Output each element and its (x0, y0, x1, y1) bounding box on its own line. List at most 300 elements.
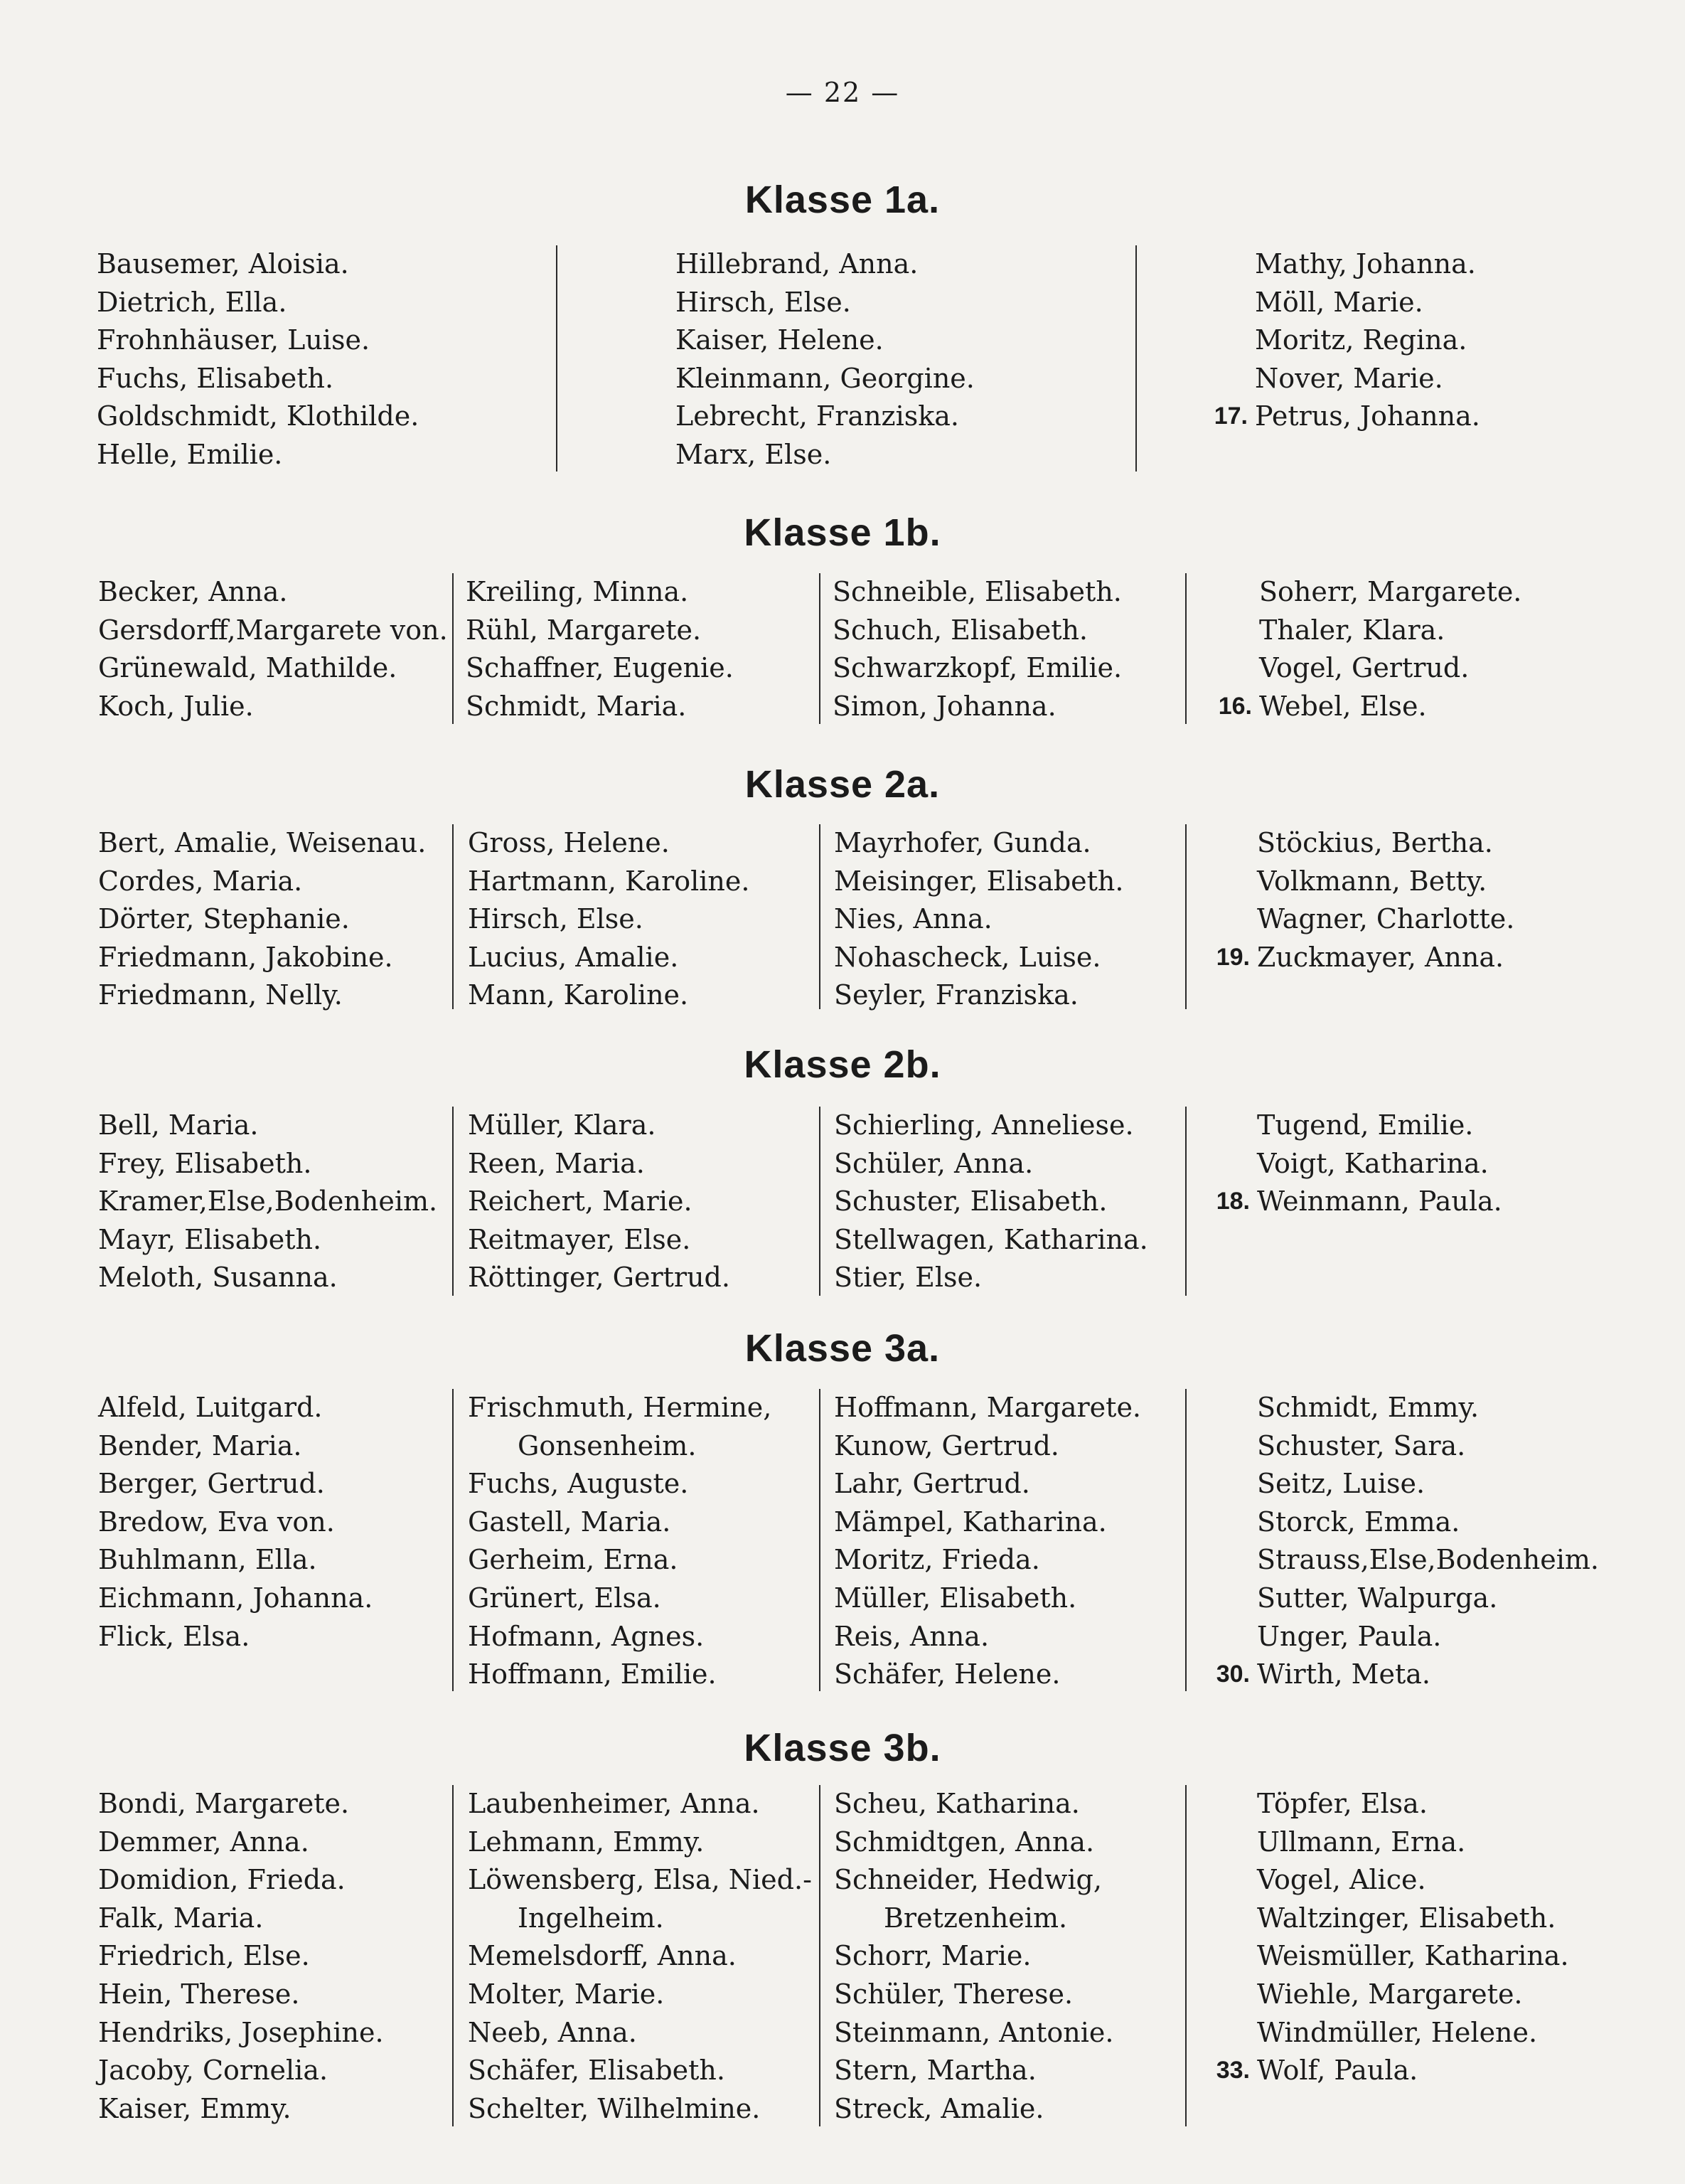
class-total-count: 30. (1216, 1661, 1250, 1688)
student-entry (98, 2052, 384, 2090)
student-name: Meloth, Susanna. (98, 1262, 338, 1294)
student-entry (834, 1823, 1113, 1862)
student-entry (834, 1259, 1148, 1297)
class-total-count: 18. (1216, 1188, 1250, 1215)
student-entry (1255, 284, 1480, 322)
student-entry (1257, 900, 1514, 939)
student-name: Wirth, Meta. (1257, 1658, 1431, 1690)
student-entry (468, 1656, 771, 1694)
student-name: Storck, Emma. (1257, 1506, 1460, 1538)
student-name: Friedmann, Nelly. (98, 979, 343, 1011)
name-column (98, 824, 426, 1015)
student-name: Laubenheimer, Anna. (468, 1788, 760, 1819)
student-name: Frischmuth, Hermine, (468, 1392, 772, 1423)
student-name: Ullmann, Erna. (1257, 1826, 1466, 1858)
student-entry (1259, 612, 1521, 650)
column-divider (452, 824, 454, 1009)
student-name: Bender, Maria. (98, 1429, 302, 1461)
student-entry (468, 1541, 771, 1580)
student-name: Demmer, Anna. (98, 1826, 309, 1858)
student-name: Molter, Marie. (468, 1978, 665, 2010)
student-name: Friedmann, Jakobine. (98, 941, 393, 973)
student-name: Hofmann, Agnes. (468, 1620, 705, 1652)
student-name: Eichmann, Johanna. (98, 1582, 373, 1614)
student-name: Schuster, Elisabeth. (834, 1186, 1108, 1218)
student-name: Cordes, Maria. (98, 865, 303, 897)
student-entry (98, 2014, 384, 2052)
name-column (1216, 1107, 1502, 1221)
student-name: Goldschmidt, Klothilde. (97, 400, 419, 432)
student-name: Gerheim, Erna. (468, 1544, 678, 1576)
student-entry (98, 1900, 384, 1938)
student-entry (1257, 1389, 1599, 1427)
student-entry (468, 1580, 771, 1618)
student-name: Flick, Elsa. (98, 1620, 250, 1652)
student-name: Petrus, Johanna. (1255, 400, 1480, 432)
student-entry (98, 1580, 373, 1618)
student-name: Wolf, Paula. (1257, 2055, 1418, 2087)
student-name: Hirsch, Else. (675, 286, 851, 318)
student-name: Schneible, Elisabeth. (833, 576, 1122, 607)
student-entry (468, 1785, 812, 1823)
student-entry (834, 1183, 1148, 1221)
student-entry (675, 321, 975, 360)
student-name: Schwarzkopf, Emilie. (833, 652, 1123, 684)
student-name: Vogel, Alice. (1257, 1864, 1426, 1896)
student-entry (98, 1427, 373, 1466)
student-entry (1255, 321, 1480, 360)
column-divider (819, 1389, 820, 1691)
student-entry (675, 360, 975, 398)
student-name: Scheu, Katharina. (834, 1788, 1080, 1819)
student-entry (468, 1259, 730, 1297)
student-name: Schaffner, Eugenie. (466, 652, 734, 684)
student-name: Hein, Therese. (98, 1978, 300, 2010)
student-entry (468, 976, 749, 1015)
student-name: Lahr, Gertrud. (834, 1468, 1030, 1500)
student-entry (834, 2052, 1113, 2090)
student-name: Kreiling, Minna. (466, 576, 689, 607)
student-entry (834, 1389, 1141, 1427)
student-name: Lucius, Amalie. (468, 941, 679, 973)
student-entry (1257, 1785, 1569, 1823)
student-entry (834, 900, 1123, 939)
student-entry (468, 2052, 812, 2090)
student-entry (1257, 1823, 1569, 1862)
name-column (834, 1107, 1148, 1297)
student-name: Hendriks, Josephine. (98, 2016, 384, 2048)
student-entry (468, 2090, 812, 2129)
student-name: Becker, Anna. (98, 576, 288, 607)
student-name: Müller, Klara. (468, 1109, 656, 1141)
class-heading: Klasse 1a. (744, 179, 941, 221)
student-entry (468, 1465, 771, 1503)
student-name: Friedrich, Else. (98, 1940, 310, 1972)
student-entry (98, 1937, 384, 1976)
student-entry (834, 1427, 1141, 1466)
student-entry (98, 1541, 373, 1580)
student-name: Dörter, Stephanie. (98, 903, 350, 935)
student-name: Möll, Marie. (1255, 286, 1423, 318)
student-name: Ingelheim. (518, 1902, 664, 1934)
student-name: Bell, Maria. (98, 1109, 259, 1141)
student-entry (1257, 1541, 1599, 1580)
student-entry (98, 2090, 384, 2129)
student-name: Streck, Amalie. (834, 2092, 1044, 2124)
student-name: Reis, Anna. (834, 1620, 990, 1652)
column-divider (1185, 1389, 1187, 1691)
student-name: Lehmann, Emmy. (468, 1826, 705, 1858)
student-entry (97, 284, 419, 322)
student-name: Berger, Gertrud. (98, 1468, 325, 1500)
student-name: Müller, Elisabeth. (834, 1582, 1077, 1614)
name-column (675, 245, 975, 474)
student-entry (1257, 1427, 1599, 1466)
student-entry (1259, 649, 1521, 688)
name-column (468, 1389, 771, 1694)
student-name: Moritz, Regina. (1255, 324, 1467, 356)
student-entry (97, 245, 419, 284)
student-name: Stier, Else. (834, 1262, 983, 1294)
student-entry (468, 1861, 812, 1900)
student-name: Frohnhäuser, Luise. (97, 324, 370, 356)
student-entry (1216, 2052, 1569, 2090)
student-entry (98, 863, 426, 901)
student-name: Reen, Maria. (468, 1147, 645, 1179)
student-entry (1216, 1183, 1502, 1221)
student-entry (97, 360, 419, 398)
student-entry (98, 1823, 384, 1862)
column-divider (1185, 824, 1187, 1009)
student-entry (98, 1221, 437, 1259)
student-entry (468, 939, 749, 977)
student-entry (97, 398, 419, 436)
student-entry (97, 321, 419, 360)
student-name: Seitz, Luise. (1257, 1468, 1425, 1500)
student-name: Stellwagen, Katharina. (834, 1223, 1148, 1255)
student-name: Schierling, Anneliese. (834, 1109, 1134, 1141)
student-entry (1257, 1618, 1599, 1656)
student-name: Mathy, Johanna. (1255, 248, 1476, 279)
column-divider (1185, 573, 1187, 724)
name-column (466, 573, 734, 725)
student-entry (98, 976, 426, 1015)
student-name: Schneider, Hedwig, (834, 1864, 1102, 1896)
class-total-count: 19. (1216, 943, 1250, 971)
student-name: Waltzinger, Elisabeth. (1257, 1902, 1556, 1934)
student-entry (1257, 2014, 1569, 2052)
class-total-count: 33. (1216, 2057, 1250, 2084)
student-name: Mayr, Elisabeth. (98, 1223, 322, 1255)
student-name: Nohascheck, Luise. (834, 941, 1101, 973)
student-entry (98, 1503, 373, 1542)
student-entry (1257, 1861, 1569, 1900)
student-name: Kunow, Gertrud. (834, 1429, 1059, 1461)
column-divider (1135, 245, 1137, 472)
student-entry (834, 1785, 1113, 1823)
student-name: Memelsdorff, Anna. (468, 1940, 737, 1972)
name-column (1216, 1785, 1569, 2090)
student-name: Kaiser, Helene. (675, 324, 884, 356)
student-entry (466, 649, 734, 688)
student-entry (468, 1107, 730, 1145)
student-entry (833, 649, 1122, 688)
column-divider (819, 1107, 820, 1296)
name-column (834, 1785, 1113, 2128)
student-name: Webel, Else. (1259, 690, 1427, 722)
student-name: Bert, Amalie, Weisenau. (98, 827, 427, 858)
student-entry (98, 1465, 373, 1503)
student-name: Helle, Emilie. (97, 438, 283, 470)
student-entry (98, 649, 448, 688)
student-name: Gersdorff,Margarete von. (98, 614, 448, 646)
student-entry (98, 1618, 373, 1656)
student-entry (1216, 1656, 1599, 1694)
student-name: Nover, Marie. (1255, 362, 1443, 394)
student-name: Schäfer, Helene. (834, 1658, 1061, 1690)
student-name: Hartmann, Karoline. (468, 865, 750, 897)
student-entry (98, 1183, 437, 1221)
student-name: Falk, Maria. (98, 1902, 264, 1934)
student-name: Mann, Karoline. (468, 979, 689, 1011)
name-column (834, 1389, 1141, 1694)
student-entry (834, 1221, 1148, 1259)
student-entry (98, 573, 448, 612)
student-name: Fuchs, Auguste. (468, 1468, 689, 1500)
column-divider (819, 1785, 820, 2126)
student-entry (98, 939, 426, 977)
student-name: Windmüller, Helene. (1257, 2016, 1538, 2048)
student-entry (675, 284, 975, 322)
student-name: Schuch, Elisabeth. (833, 614, 1088, 646)
student-entry (1257, 1900, 1569, 1938)
student-name: Schmidtgen, Anna. (834, 1826, 1095, 1858)
student-name: Reitmayer, Else. (468, 1223, 691, 1255)
student-name: Neeb, Anna. (468, 2016, 637, 2048)
student-name: Reichert, Marie. (468, 1186, 692, 1218)
student-name: Stern, Martha. (834, 2055, 1037, 2087)
student-entry (468, 2014, 812, 2052)
student-name: Vogel, Gertrud. (1259, 652, 1470, 684)
student-name: Bausemer, Aloisia. (97, 248, 349, 279)
student-name: Weinmann, Paula. (1257, 1186, 1502, 1218)
name-column (1216, 824, 1515, 976)
student-entry (468, 824, 749, 863)
student-entry (1257, 1107, 1502, 1145)
student-entry (1257, 1580, 1599, 1618)
student-entry (98, 1107, 437, 1145)
student-entry (834, 1580, 1141, 1618)
student-entry (834, 1465, 1141, 1503)
student-name: Domidion, Frieda. (98, 1864, 346, 1896)
class-total-count: 17. (1214, 403, 1248, 430)
student-name: Dietrich, Ella. (97, 286, 287, 318)
student-name: Schmidt, Maria. (466, 690, 687, 722)
student-entry (834, 1145, 1148, 1183)
student-entry (98, 1976, 384, 2014)
column-divider (556, 245, 557, 472)
student-name: Bredow, Eva von. (98, 1506, 335, 1538)
student-entry-continuation (468, 1900, 812, 1938)
student-name: Steinmann, Antonie. (834, 2016, 1114, 2048)
class-heading: Klasse 2a. (744, 763, 941, 806)
name-column (834, 824, 1123, 1015)
student-name: Rühl, Margarete. (466, 614, 702, 646)
student-entry (98, 1259, 437, 1297)
name-column (1214, 245, 1480, 436)
student-entry (1259, 573, 1521, 612)
student-entry (1257, 824, 1514, 863)
student-name: Grünewald, Mathilde. (98, 652, 397, 684)
student-entry (98, 688, 448, 726)
student-entry (675, 436, 975, 474)
student-entry (833, 573, 1122, 612)
class-heading: Klasse 3a. (744, 1327, 941, 1370)
name-column (98, 1785, 384, 2128)
student-name: Unger, Paula. (1257, 1620, 1442, 1652)
student-name: Grünert, Elsa. (468, 1582, 661, 1614)
student-entry (98, 900, 426, 939)
student-name: Mämpel, Katharina. (834, 1506, 1107, 1538)
student-name: Jacoby, Cornelia. (98, 2055, 328, 2087)
student-name: Moritz, Frieda. (834, 1544, 1040, 1576)
student-name: Meisinger, Elisabeth. (834, 865, 1124, 897)
student-entry (834, 976, 1123, 1015)
student-name: Röttinger, Gertrud. (468, 1262, 730, 1294)
student-name: Schüler, Anna. (834, 1147, 1034, 1179)
student-entry (98, 1145, 437, 1183)
student-entry (98, 1389, 373, 1427)
column-divider (819, 573, 820, 724)
student-name: Schorr, Marie. (834, 1940, 1032, 1972)
name-column (468, 824, 749, 1015)
student-name: Volkmann, Betty. (1257, 865, 1487, 897)
student-name: Löwensberg, Elsa, Nied.- (468, 1864, 812, 1896)
student-entry (468, 1976, 812, 2014)
student-name: Schmidt, Emmy. (1257, 1392, 1480, 1423)
student-name: Gross, Helene. (468, 827, 670, 858)
name-column (468, 1785, 812, 2128)
name-column (97, 245, 419, 474)
student-entry (468, 1503, 771, 1542)
student-entry (1218, 688, 1521, 726)
column-divider (819, 824, 820, 1009)
name-column (468, 1107, 730, 1297)
name-column (98, 573, 448, 725)
student-entry (834, 1976, 1113, 2014)
student-name: Strauss,Else,Bodenheim. (1257, 1544, 1599, 1576)
class-heading: Klasse 2b. (744, 1043, 941, 1086)
student-entry (468, 1823, 812, 1862)
student-name: Weismüller, Katharina. (1257, 1940, 1569, 1972)
student-name: Hirsch, Else. (468, 903, 643, 935)
student-entry (1257, 1937, 1569, 1976)
student-entry (834, 863, 1123, 901)
student-name: Stöckius, Bertha. (1257, 827, 1493, 858)
student-entry (675, 398, 975, 436)
student-entry (834, 1656, 1141, 1694)
name-column (833, 573, 1122, 725)
student-entry (1216, 939, 1514, 977)
student-entry (98, 1785, 384, 1823)
column-divider (452, 1785, 454, 2126)
student-name: Koch, Julie. (98, 690, 254, 722)
student-name: Bondi, Margarete. (98, 1788, 350, 1819)
student-entry (1257, 1465, 1599, 1503)
class-heading: Klasse 3b. (744, 1727, 941, 1769)
class-total-count: 16. (1218, 692, 1252, 720)
student-name: Thaler, Klara. (1259, 614, 1445, 646)
student-entry (98, 1861, 384, 1900)
column-divider (1185, 1107, 1187, 1296)
student-name: Hoffmann, Margarete. (834, 1392, 1142, 1423)
student-entry (98, 612, 448, 650)
name-column (98, 1107, 437, 1297)
student-entry-continuation (468, 1427, 771, 1466)
student-entry (1255, 360, 1480, 398)
student-name: Seyler, Franziska. (834, 979, 1079, 1011)
student-entry (1257, 1503, 1599, 1542)
student-entry (833, 688, 1122, 726)
student-entry-continuation (834, 1900, 1113, 1938)
student-entry (468, 1183, 730, 1221)
student-entry (834, 1503, 1141, 1542)
name-column (1218, 573, 1522, 725)
student-entry (466, 573, 734, 612)
student-name: Bretzenheim. (884, 1902, 1068, 1934)
student-name: Kramer,Else,Bodenheim. (98, 1186, 438, 1218)
student-name: Schäfer, Elisabeth. (468, 2055, 725, 2087)
student-name: Gonsenheim. (518, 1429, 697, 1461)
student-name: Marx, Else. (675, 438, 832, 470)
student-entry (834, 1541, 1141, 1580)
name-column (98, 1389, 373, 1656)
student-entry (98, 824, 426, 863)
student-name: Alfeld, Luitgard. (98, 1392, 323, 1423)
student-name: Soherr, Margarete. (1259, 576, 1522, 607)
student-name: Kaiser, Emmy. (98, 2092, 291, 2124)
student-entry (834, 1107, 1148, 1145)
student-name: Schelter, Wilhelmine. (468, 2092, 761, 2124)
student-entry (468, 1145, 730, 1183)
student-entry (834, 2014, 1113, 2052)
student-entry (97, 436, 419, 474)
student-name: Voigt, Katharina. (1257, 1147, 1489, 1179)
student-name: Hoffmann, Emilie. (468, 1658, 717, 1690)
student-name: Lebrecht, Franziska. (675, 400, 959, 432)
student-entry (1257, 1145, 1502, 1183)
student-entry (468, 1389, 771, 1427)
student-entry (1214, 398, 1480, 436)
student-entry (468, 1937, 812, 1976)
student-name: Hillebrand, Anna. (675, 248, 919, 279)
student-entry (468, 1221, 730, 1259)
student-name: Frey, Elisabeth. (98, 1147, 312, 1179)
student-name: Töpfer, Elsa. (1257, 1788, 1428, 1819)
student-entry (675, 245, 975, 284)
student-entry (468, 900, 749, 939)
class-heading: Klasse 1b. (744, 511, 941, 554)
student-name: Sutter, Walpurga. (1257, 1582, 1498, 1614)
student-name: Mayrhofer, Gunda. (834, 827, 1091, 858)
student-name: Schuster, Sara. (1257, 1429, 1466, 1461)
student-entry (466, 688, 734, 726)
column-divider (452, 1389, 454, 1691)
student-name: Nies, Anna. (834, 903, 993, 935)
column-divider (452, 573, 454, 724)
student-name: Gastell, Maria. (468, 1506, 671, 1538)
student-entry (1257, 1976, 1569, 2014)
